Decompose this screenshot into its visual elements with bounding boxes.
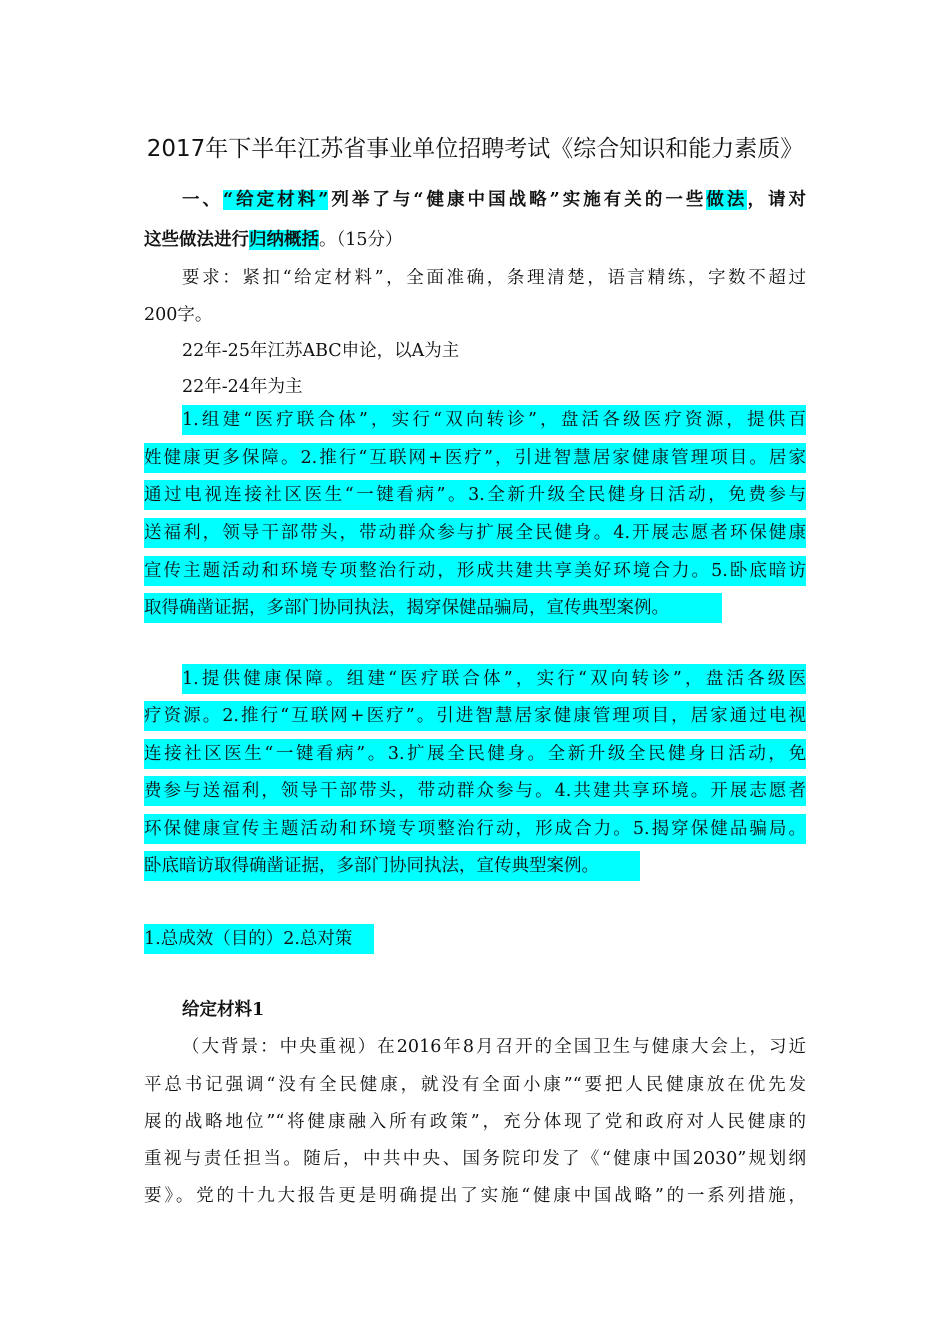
material-line-3: 展的战略地位”“将健康融入所有政策”，充分体现了党和政府对人民健康的 xyxy=(144,1112,806,1132)
answer1-line-2: 姓健康更多保障。2.推行“互联网+医疗”，引进智慧居家健康管理项目。居家 xyxy=(144,443,806,473)
answer2-line-2: 疗资源。2.推行“互联网+医疗”。引进智慧居家健康管理项目，居家通过电视 xyxy=(144,701,806,731)
answer1-line-3: 通过电视连接社区医生“一键看病”。3.全新升级全民健身日活动，免费参与 xyxy=(144,480,806,510)
answer2-line-6: 卧底暗访取得确凿证据，多部门协同执法，宣传典型案例。 xyxy=(144,851,640,881)
material-line-2: 平总书记强调“没有全民健康，就没有全面小康”“要把人民健康放在优先发 xyxy=(144,1075,806,1095)
answer2-line-3: 连接社区医生“一键看病”。3.扩展全民健身。全新升级全民健身日活动，免 xyxy=(144,739,806,769)
question-text-1: 列举了与“健康中国战略”实施有关的一些 xyxy=(328,190,707,210)
note-line-2: 22年-24年为主 xyxy=(182,377,303,397)
material-line-4: 重视与责任担当。随后，中共中央、国务院印发了《“健康中国2030”规划纲 xyxy=(144,1149,806,1169)
question-line-1 xyxy=(182,185,806,215)
requirement-line-1: 要求：紧扣“给定材料”，全面准确，条理清楚，语言精练，字数不超过 xyxy=(182,268,806,288)
note-line-1: 22年-25年江苏ABC申论，以A为主 xyxy=(182,341,460,361)
question-text-2: ，请对 xyxy=(747,190,806,210)
page-title: 2017年下半年江苏省事业单位招聘考试《综合知识和能力素质》 xyxy=(146,136,804,162)
answer1-line-6: 取得确凿证据，多部门协同执法，揭穿保健品骗局，宣传典型案例。 xyxy=(144,593,722,623)
answer1-line-4: 送福利，领导干部带头，带动群众参与扩展全民健身。4.开展志愿者环保健康 xyxy=(144,518,806,548)
answer2-line-1: 1.提供健康保障。组建“医疗联合体”，实行“双向转诊”，盘活各级医 xyxy=(182,664,806,694)
answer1-line-1: 1.组建“医疗联合体”，实行“双向转诊”，盘活各级医疗资源，提供百 xyxy=(182,405,806,435)
material-heading: 给定材料1 xyxy=(182,1000,265,1020)
highlight-summarize: 归纳概括 xyxy=(249,230,319,250)
answer2-line-5: 环保健康宣传主题活动和环境专项整治行动，形成合力。5.揭穿保健品骗局。 xyxy=(144,814,806,844)
question-number: 一、 xyxy=(182,190,224,210)
requirement-line-2: 200字。 xyxy=(144,305,213,325)
question-line-2 xyxy=(144,225,806,255)
highlight-given-material: “给定材料” xyxy=(223,190,329,210)
summary-line: 1.总成效（目的）2.总对策 xyxy=(144,924,374,954)
answer2-line-4: 费参与送福利，领导干部带头，带动群众参与。4.共建共享环境。开展志愿者 xyxy=(144,776,806,806)
material-line-1: （大背景：中央重视）在2016年8月召开的全国卫生与健康大会上，习近 xyxy=(182,1037,806,1057)
material-line-5: 要》。党的十九大报告更是明确提出了实施“健康中国战略”的一系列措施， xyxy=(144,1186,806,1206)
highlight-methods: 做法 xyxy=(706,190,748,210)
question-text-3: 这些做法进行 xyxy=(144,230,249,250)
answer1-line-5: 宣传主题活动和环境专项整治行动，形成共建共享美好环境合力。5.卧底暗访 xyxy=(144,556,806,586)
question-score: 。（15分） xyxy=(319,230,403,250)
